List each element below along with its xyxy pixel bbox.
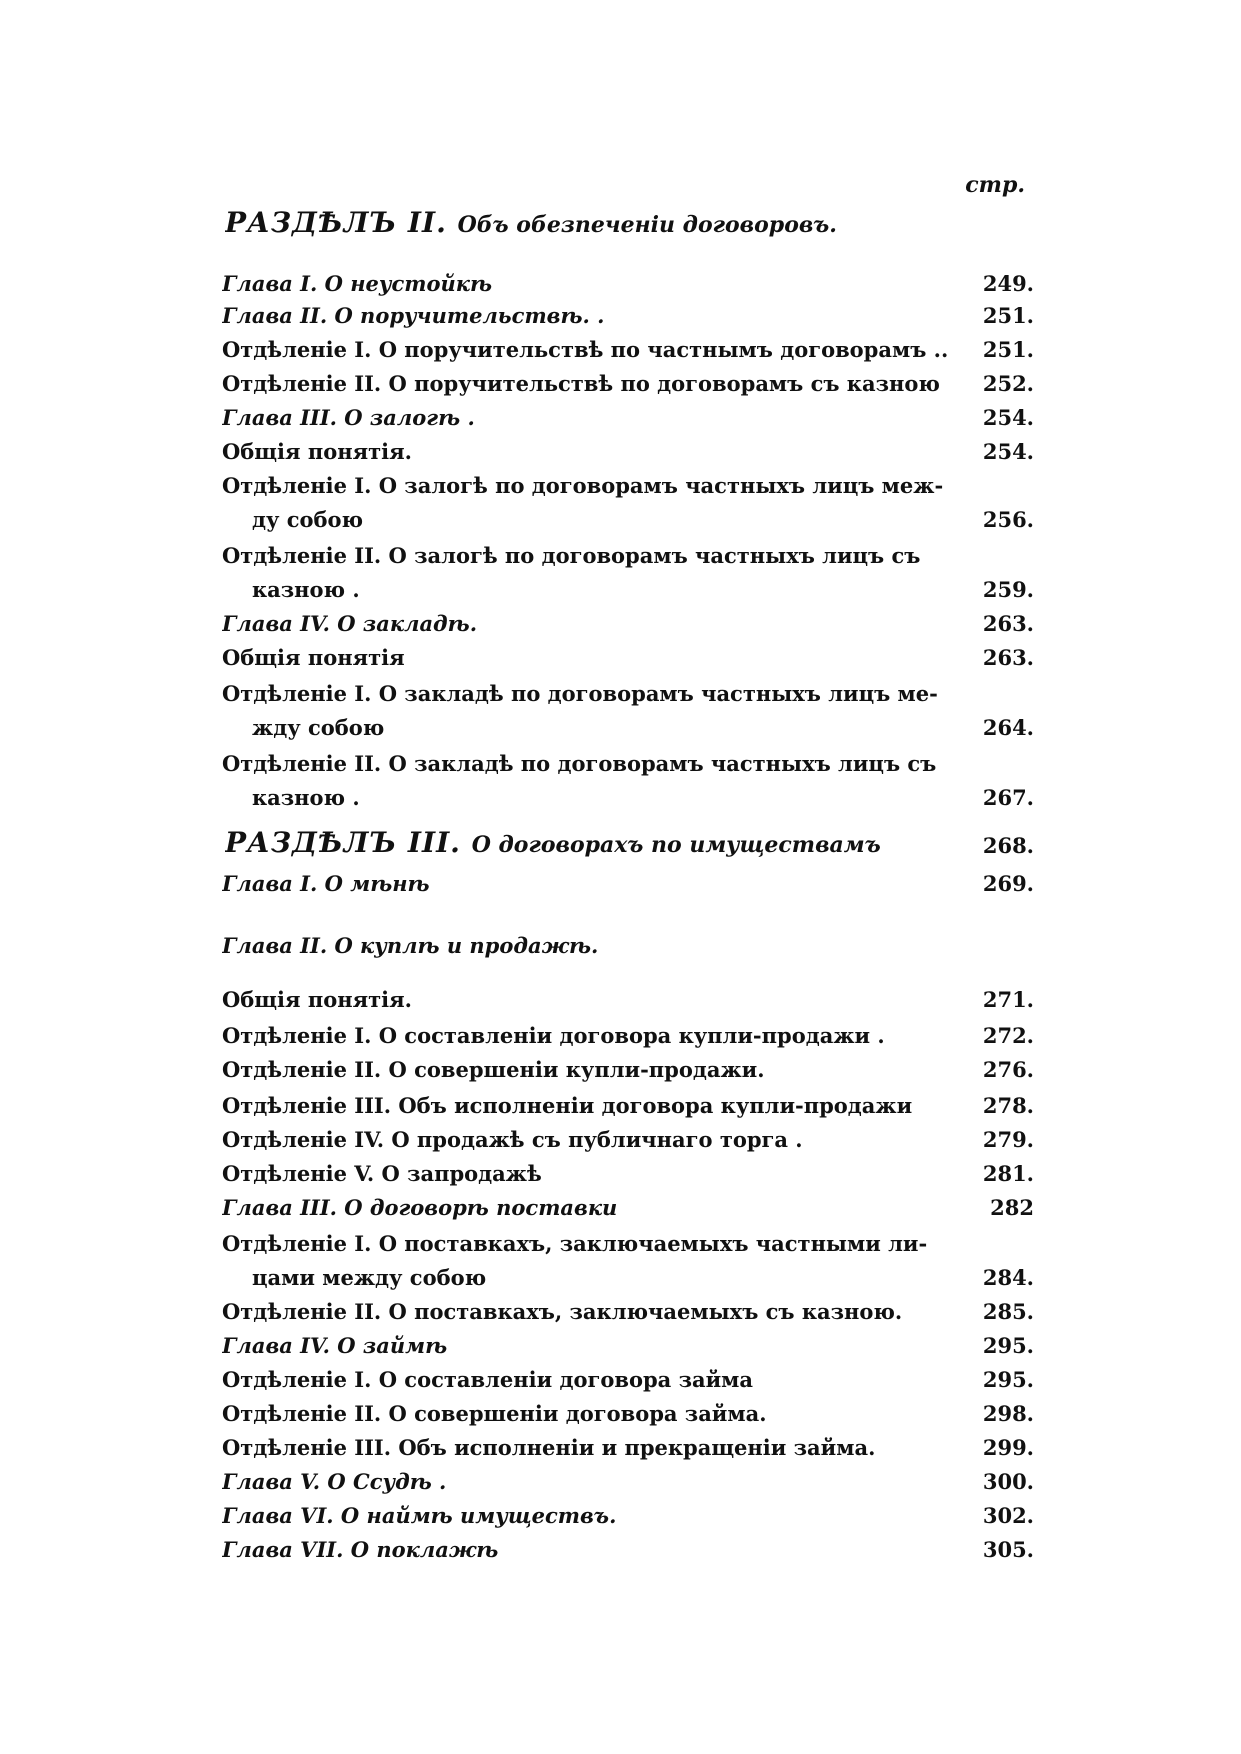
toc-entry: Отдѣленіе I. О закладѣ по договорамъ частныхъ лицъ ме- [222, 681, 938, 706]
toc-entry: Отдѣленіе II. О совершеніи купли-продажи. [222, 1057, 765, 1082]
toc-entry: Отдѣленіе I. О составленіи договора займа [222, 1367, 754, 1392]
toc-entry: Отдѣленіе V. О запродажѣ [222, 1161, 542, 1186]
toc-entry: Глава IV. О займѣ [222, 1333, 448, 1358]
toc-entry: Отдѣленіе I. О поручительствѣ по частнымъ договорамъ .. [222, 337, 949, 362]
toc-entry: Отдѣленіе II. О совершеніи договора займа. [222, 1401, 767, 1426]
toc-entry: Глава IV. О закладѣ. [222, 611, 478, 636]
toc-page-number: 279. [982, 1127, 1034, 1152]
section-title: О договорахъ по имуществамъ [471, 832, 881, 858]
toc-entry: Глава I. О мѣнѣ [222, 871, 430, 896]
toc-entry: Глава III. О договорѣ поставки [222, 1195, 618, 1220]
toc-page-number: 276. [982, 1057, 1034, 1082]
toc-entry: Глава I. О неустойкѣ [222, 271, 493, 296]
toc-page-number: 269. [982, 871, 1034, 896]
toc-entry: Отдѣленіе III. Объ исполненіи договора купли-продажи [222, 1093, 913, 1118]
toc-page-number: 268. [982, 833, 1034, 858]
toc-page-number: 259. [982, 577, 1034, 602]
section-label: РАЗДѢЛЪ III. [225, 826, 461, 859]
toc-page-number: 254. [982, 439, 1034, 464]
toc-entry: Отдѣленіе II. О закладѣ по договорамъ частныхъ лицъ съ [222, 751, 937, 776]
section-heading-ii [225, 206, 1030, 239]
toc-page-number: 285. [982, 1299, 1034, 1324]
section-label: РАЗДѢЛЪ II. [225, 206, 447, 239]
toc-page-number: 256. [982, 507, 1034, 532]
toc-entry: Отдѣленіе II. О залогѣ по договорамъ частныхъ лицъ съ [222, 543, 921, 568]
toc-entry: Общія понятія [222, 645, 405, 670]
toc-entry-continuation: цами между собою [252, 1265, 487, 1290]
toc-entry: Глава VII. О поклажѣ [222, 1537, 499, 1562]
section-heading-iii [225, 826, 965, 859]
toc-entry: Отдѣленіе I. О составленіи договора купли-продажи . [222, 1023, 885, 1048]
toc-entry: Глава II. О куплѣ и продажѣ. [222, 933, 599, 958]
toc-page-number: 295. [982, 1367, 1034, 1392]
toc-entry: Глава III. О залогѣ . [222, 405, 475, 430]
toc-page-number: 284. [982, 1265, 1034, 1290]
toc-entry-continuation: казною . [252, 785, 360, 810]
toc-entry: Общія понятія. [222, 439, 412, 464]
toc-page-number: 263. [982, 645, 1034, 670]
toc-page-number: 251. [982, 337, 1034, 362]
toc-page-number: 264. [982, 715, 1034, 740]
toc-page-number: 272. [982, 1023, 1034, 1048]
toc-page-number: 251. [982, 303, 1034, 328]
toc-page-number: 249. [982, 271, 1034, 296]
toc-page-number: 282 [990, 1195, 1034, 1220]
toc-entry: Глава V. О Ссудѣ . [222, 1469, 447, 1494]
toc-entry: Отдѣленіе I. О залогѣ по договорамъ частныхъ лицъ меж- [222, 473, 944, 498]
toc-page-number: 295. [982, 1333, 1034, 1358]
section-title: Объ обезпеченіи договоровъ. [457, 212, 837, 238]
toc-page-number: 254. [982, 405, 1034, 430]
toc-page-number: 298. [982, 1401, 1034, 1426]
toc-page-number: 252. [982, 371, 1034, 396]
toc-entry: Отдѣленіе IV. О продажѣ съ публичнаго торга . [222, 1127, 803, 1152]
page-column-label: стр. [965, 172, 1025, 198]
toc-page-number: 267. [982, 785, 1034, 810]
toc-entry-continuation: ду собою [252, 507, 364, 532]
toc-page-number: 263. [982, 611, 1034, 636]
toc-entry-continuation: казною . [252, 577, 360, 602]
toc-entry: Общія понятія. [222, 987, 412, 1012]
toc-entry: Отдѣленіе III. Объ исполненіи и прекращеніи займа. [222, 1435, 876, 1460]
toc-entry: Отдѣленіе I. О поставкахъ, заключаемыхъ частными ли- [222, 1231, 928, 1256]
toc-page-number: 302. [982, 1503, 1034, 1528]
toc-entry: Глава II. О поручительствѣ. . [222, 303, 605, 328]
toc-page-number: 271. [982, 987, 1034, 1012]
toc-entry-continuation: жду собою [252, 715, 385, 740]
toc-page-number: 278. [982, 1093, 1034, 1118]
toc-page-number: 281. [982, 1161, 1034, 1186]
toc-page-number: 299. [982, 1435, 1034, 1460]
toc-entry: Глава VI. О наймѣ имуществъ. [222, 1503, 617, 1528]
toc-page-number: 305. [982, 1537, 1034, 1562]
toc-entry: Отдѣленіе II. О поставкахъ, заключаемыхъ съ казною. [222, 1299, 903, 1324]
toc-page-number: 300. [982, 1469, 1034, 1494]
toc-entry: Отдѣленіе II. О поручительствѣ по договорамъ съ казною [222, 371, 940, 396]
